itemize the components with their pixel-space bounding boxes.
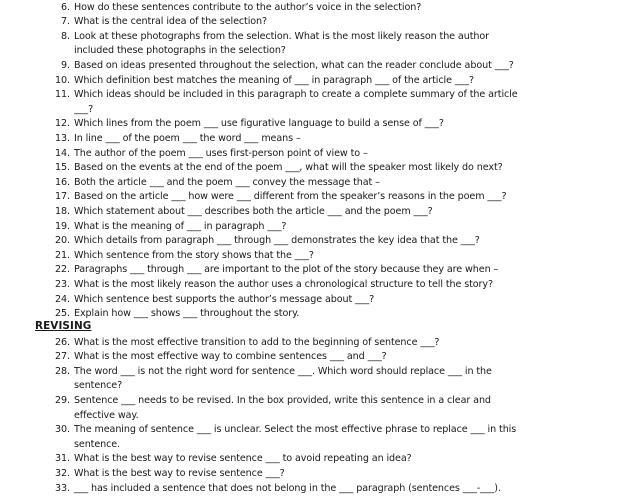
question-number: 31. bbox=[55, 453, 70, 465]
question-number: 11. bbox=[55, 89, 70, 101]
question-number: 9. bbox=[61, 59, 70, 71]
question-number: 30. bbox=[55, 424, 70, 436]
question-text: Both the article ___ and the poem ___ convey the message that – bbox=[74, 176, 380, 188]
question-text: What is the best way to revise sentence ___ to avoid repeating an idea? bbox=[74, 453, 412, 465]
question-text: Sentence ___ needs to be revised. In the box provided, write this sentence in a clear and bbox=[74, 394, 491, 406]
question-text: ___? bbox=[74, 103, 94, 115]
question-text: Paragraphs ___ through ___ are important to the plot of the story because they are when – bbox=[74, 264, 499, 276]
question-text: sentence. bbox=[74, 438, 121, 450]
question-text: Which sentence from the story shows that the ___? bbox=[74, 249, 314, 261]
question-number: 16. bbox=[55, 176, 70, 188]
question-number: 20. bbox=[55, 235, 70, 247]
question-number: 25. bbox=[55, 308, 70, 320]
question-number: 24. bbox=[55, 293, 70, 305]
question-number: 27. bbox=[55, 351, 70, 363]
question-number: 7. bbox=[61, 16, 70, 28]
question-number: 18. bbox=[55, 205, 70, 217]
question-text: The author of the poem ___ uses first-person point of view to – bbox=[74, 147, 368, 159]
question-number: 8. bbox=[61, 30, 70, 42]
question-text: effective way. bbox=[74, 409, 139, 421]
question-text: ___ has included a sentence that does not belong in the ___ paragraph (sentences ___-___). bbox=[74, 482, 501, 494]
question-text: Which details from paragraph ___ through ___ demonstrates the key idea that the ___? bbox=[74, 235, 480, 247]
question-text: How do these sentences contribute to the author’s voice in the selection? bbox=[74, 1, 422, 13]
question-number: 26. bbox=[55, 336, 70, 348]
question-text: The word ___ is not the right word for sentence ___. Which word should replace ___ in the bbox=[74, 365, 492, 377]
question-number: 21. bbox=[55, 249, 70, 261]
question-text: Which lines from the poem ___ use figurative language to build a sense of ___? bbox=[74, 118, 444, 130]
question-number: 29. bbox=[55, 394, 70, 406]
question-text: Based on the events at the end of the poem ___, what will the speaker most likely do next? bbox=[74, 162, 503, 174]
question-number: 22. bbox=[55, 264, 70, 276]
question-text: What is the central idea of the selection? bbox=[74, 16, 268, 28]
question-number: 14. bbox=[55, 147, 70, 159]
question-text: What is the best way to revise sentence ___? bbox=[74, 467, 285, 479]
question-number: 12. bbox=[55, 118, 70, 130]
question-text: Which ideas should be included in this paragraph to create a complete summary of the article bbox=[74, 89, 518, 101]
question-text: included these photographs in the selection? bbox=[74, 45, 286, 57]
section-heading-revising: REVISING bbox=[35, 320, 92, 332]
question-text: sentence? bbox=[74, 380, 123, 392]
question-number: 28. bbox=[55, 365, 70, 377]
question-text: In line ___ of the poem ___ the word ___ means – bbox=[74, 132, 301, 144]
question-text: Based on the article ___ how were ___ different from the speaker’s reasons in the poem ___? bbox=[74, 191, 507, 203]
question-text: Explain how ___ shows ___ throughout the story. bbox=[74, 308, 300, 320]
question-number: 15. bbox=[55, 162, 70, 174]
question-number: 23. bbox=[55, 278, 70, 290]
question-text: What is the most effective way to combine sentences ___ and ___? bbox=[74, 351, 387, 363]
question-text: Which definition best matches the meaning of ___ in paragraph ___ of the article ___? bbox=[74, 74, 474, 86]
question-text: The meaning of sentence ___ is unclear. Select the most effective phrase to replace ___ in this bbox=[74, 424, 517, 436]
question-number: 6. bbox=[61, 1, 70, 13]
question-text: Look at these photographs from the selection. What is the most likely reason the author bbox=[74, 30, 489, 42]
question-number: 10. bbox=[55, 74, 70, 86]
question-text: What is the most effective transition to add to the beginning of sentence ___? bbox=[74, 336, 440, 348]
question-text: Based on ideas presented throughout the selection, what can the reader conclude about ___? bbox=[74, 59, 514, 71]
question-text: Which sentence best supports the author’s message about ___? bbox=[74, 293, 375, 305]
question-number: 32. bbox=[55, 467, 70, 479]
question-text: Which statement about ___ describes both the article ___ and the poem ___? bbox=[74, 205, 433, 217]
question-number: 19. bbox=[55, 220, 70, 232]
question-text: What is the most likely reason the author uses a chronological structure to tell the story? bbox=[74, 278, 493, 290]
question-number: 13. bbox=[55, 132, 70, 144]
question-text: What is the meaning of ___ in paragraph ___? bbox=[74, 220, 287, 232]
question-number: 17. bbox=[55, 191, 70, 203]
question-number: 33. bbox=[55, 482, 70, 494]
